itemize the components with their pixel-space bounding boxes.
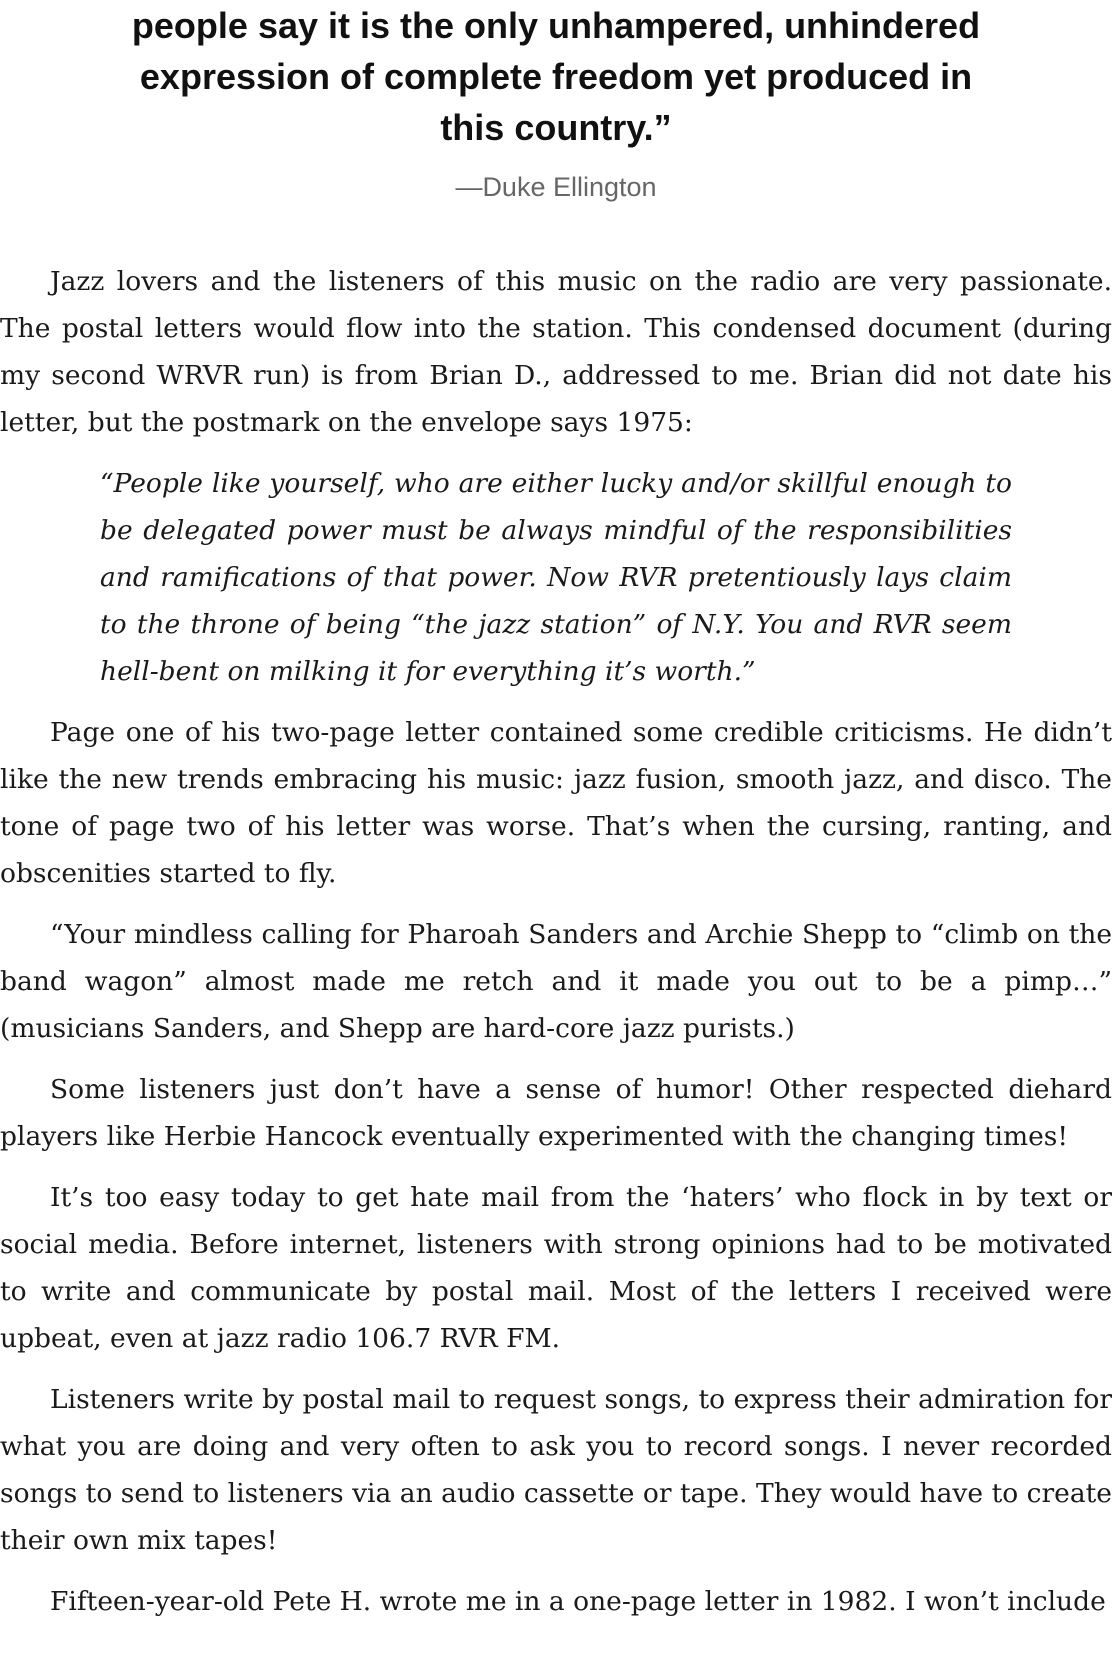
epigraph-line: this country.”	[440, 107, 672, 148]
paragraph: Listeners write by postal mail to request songs, to express their admiration for what you are doing and very often to ask you to record songs. I never recorded songs to send to listeners via an audio cassette or tape. They would have to create their own mix tapes!	[0, 1384, 1112, 1556]
paragraph: “Your mindless calling for Pharoah Sanders and Archie Shepp to “climb on the band wagon” almost made me retch and it made you out to be a pimp…” (musicians Sanders, and Shepp are hard-core jazz purists.)	[0, 919, 1112, 1044]
epigraph-line: expression of complete freedom yet produced in	[139, 56, 973, 97]
letter-quote: “People like yourself, who are either lucky and/or skillful enough to be delegated power must be always mindful of the responsibilities and ramifications of that power. Now RVR pretentiously lays claim to the throne of being “the jazz station” of N.Y. You and RVR seem hell-bent on milking it for everything it’s worth.”	[100, 468, 1012, 687]
paragraph: Some listeners just don’t have a sense of humor! Other respected diehard players like Herbie Hancock eventually experimented with the changing times!	[0, 1074, 1112, 1152]
epigraph-attribution: —Duke Ellington	[455, 172, 657, 202]
paragraph: Page one of his two-page letter contained some credible criticisms. He didn’t like the new trends embracing his music: jazz fusion, smooth jazz, and disco. The tone of page two of his letter was worse. That’s when the cursing, ranting, and obscenities started to fly.	[0, 717, 1112, 889]
body-text	[0, 258, 1112, 1639]
paragraph: It’s too easy today to get hate mail from the ‘haters’ who flock in by text or social media. Before internet, listeners with strong opinions had to be motivated to write and communicate by postal mail. Most of the letters I received were upbeat, even at jazz radio 106.7 RVR FM.	[0, 1182, 1112, 1354]
paragraph: Fifteen-year-old Pete H. wrote me in a one-page letter in 1982. I won’t include	[50, 1586, 1106, 1617]
paragraph: Jazz lovers and the listeners of this music on the radio are very passionate. The postal letters would flow into the station. This condensed document (during my second WRVR run) is from Brian D., addressed to me. Brian did not date his letter, but the postmark on the envelope says 1975:	[0, 266, 1112, 438]
epigraph-line: people say it is the only unhampered, unhindered	[131, 5, 981, 46]
epigraph	[60, 0, 1052, 202]
